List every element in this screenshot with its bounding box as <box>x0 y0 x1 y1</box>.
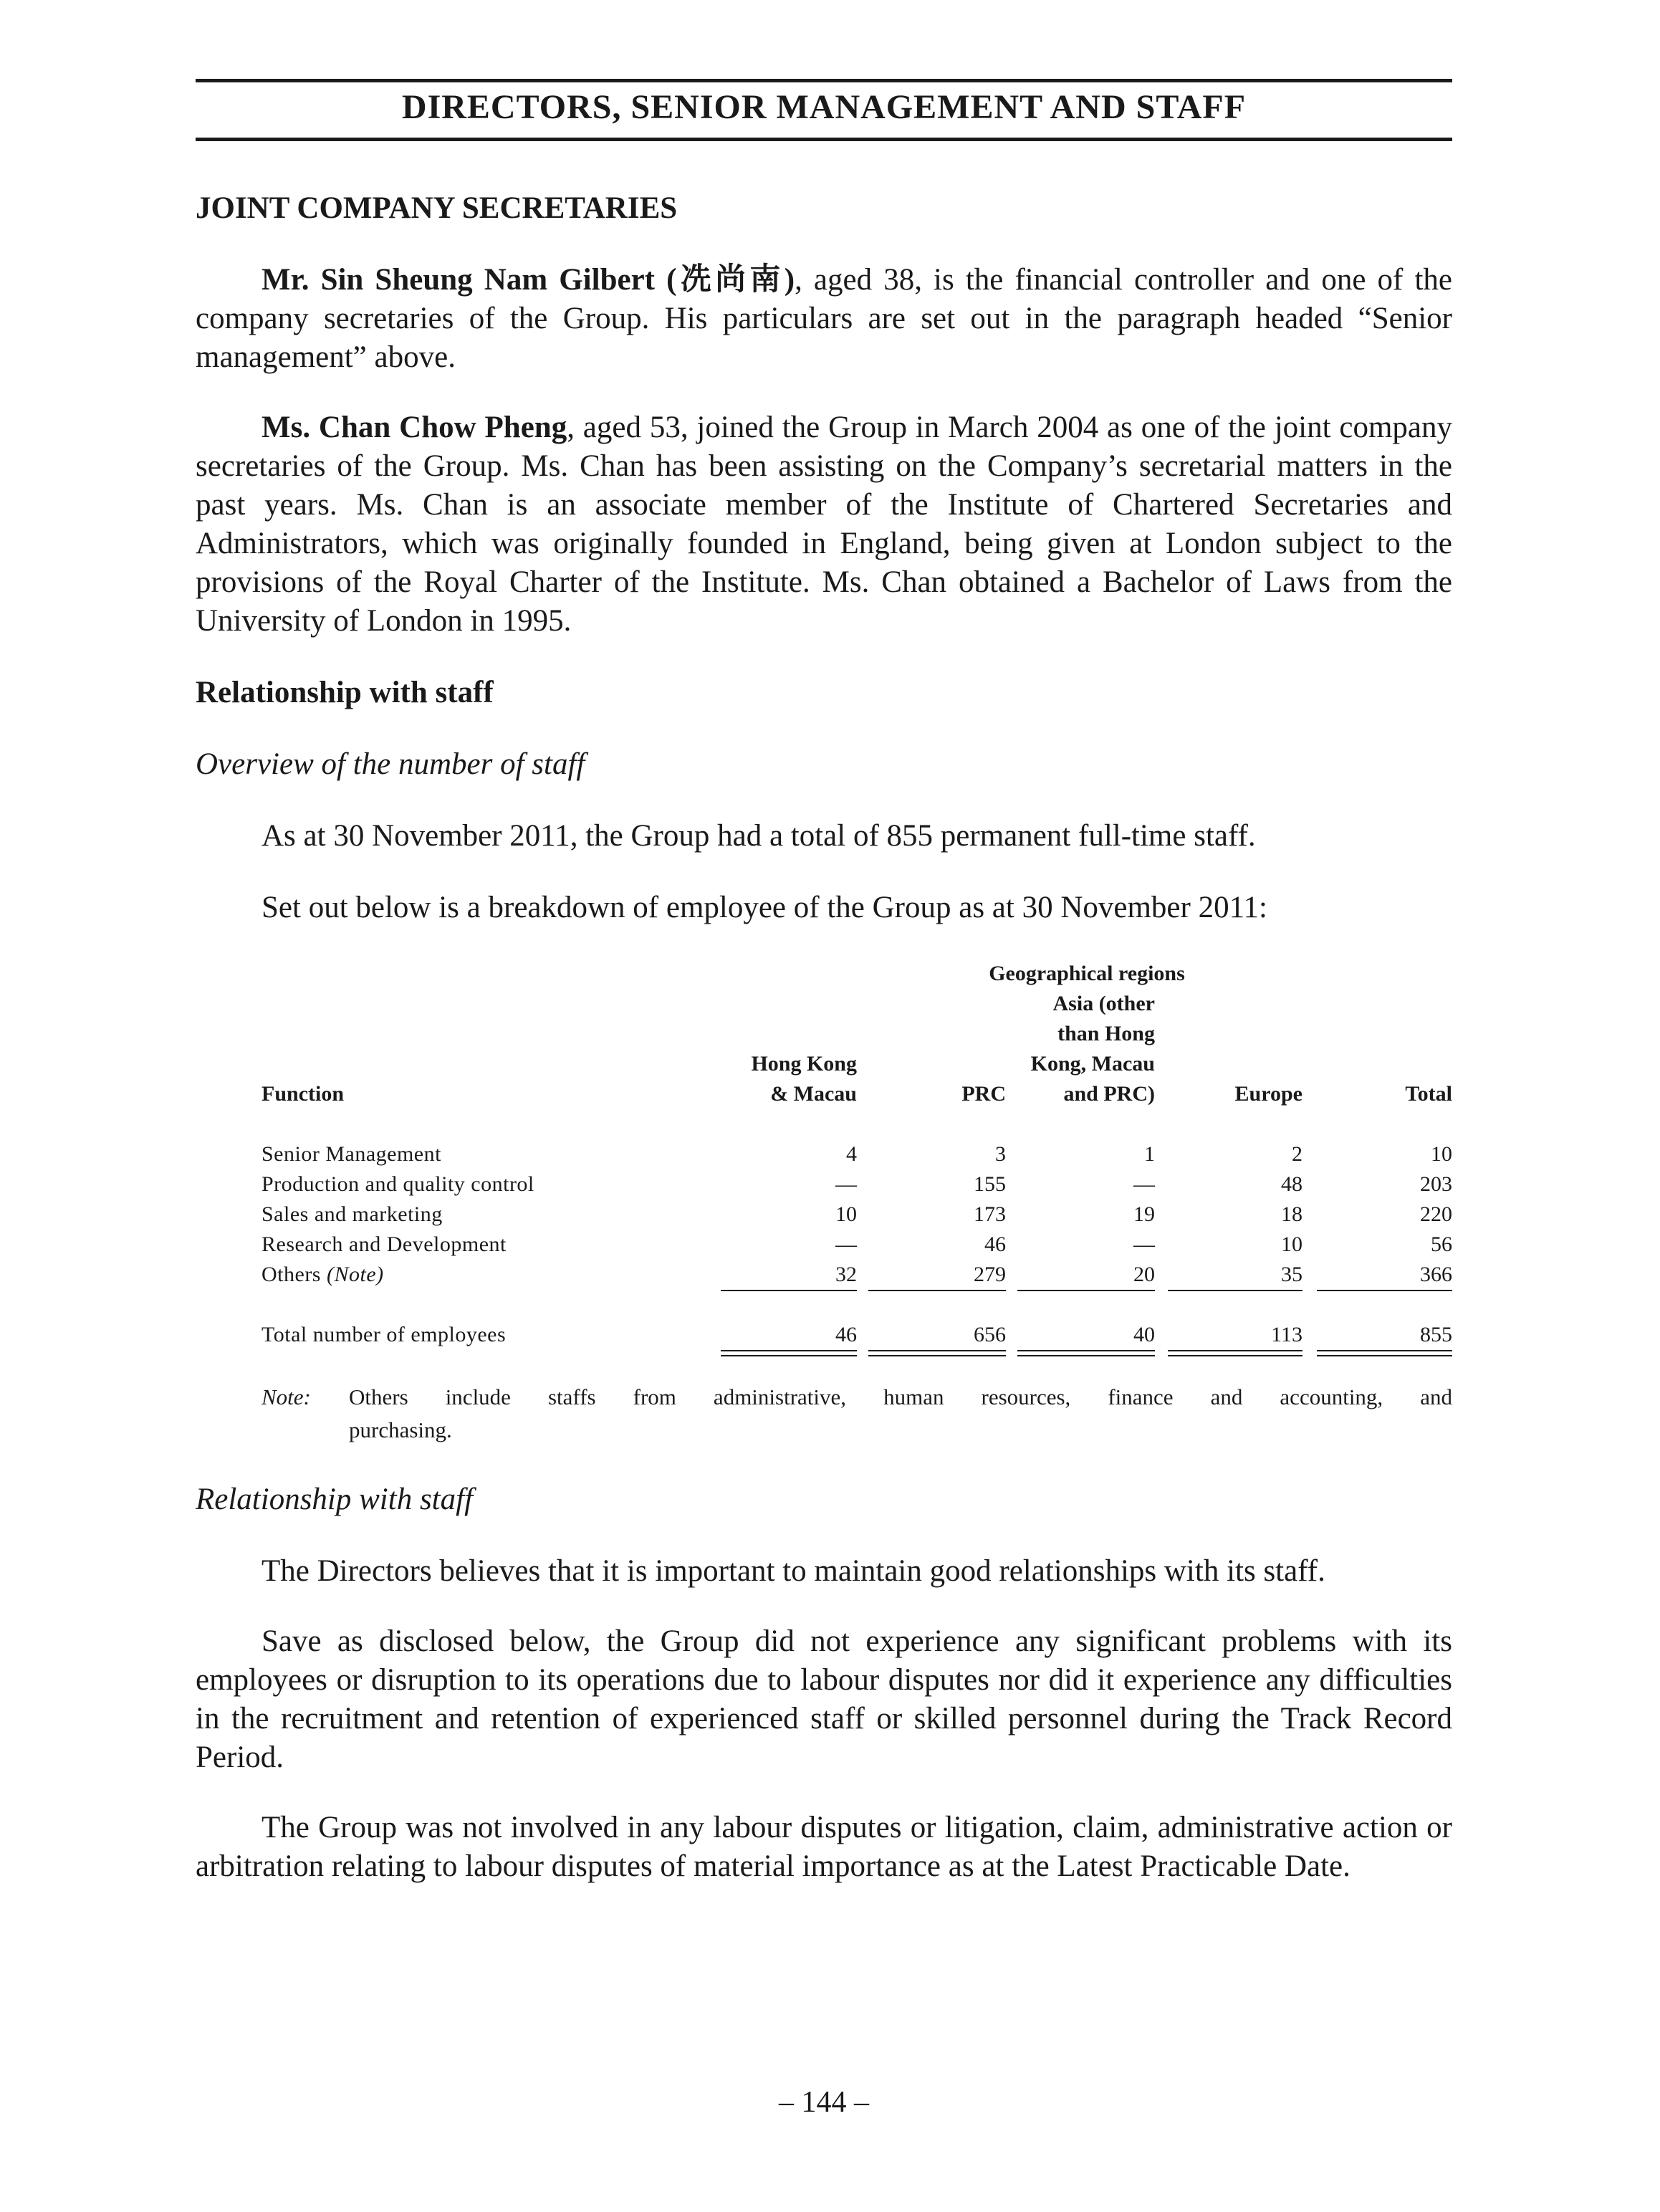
subtotal-rule <box>1017 1290 1155 1291</box>
header-asia-line3: Kong, Macau <box>1030 1052 1155 1076</box>
cell-asia: 19 <box>1133 1202 1155 1226</box>
subtotal-rule <box>1317 1290 1452 1291</box>
cell-europe: 18 <box>1281 1202 1302 1226</box>
cell-europe: 10 <box>1281 1232 1302 1256</box>
person-name-sin: Mr. Sin Sheung Nam Gilbert (冼尚南) <box>262 263 795 297</box>
note-text-line2: purchasing. <box>349 1417 452 1442</box>
cell-total: 203 <box>1420 1172 1452 1196</box>
row-function: Sales and marketing <box>262 1202 443 1226</box>
total-double-rule-bottom <box>1017 1355 1155 1356</box>
page-header-title: DIRECTORS, SENIOR MANAGEMENT AND STAFF <box>401 88 1247 126</box>
paragraph-chan-chow-pheng <box>196 408 1452 641</box>
header-asia-line4: and PRC) <box>1063 1082 1155 1106</box>
row-function: Senior Management <box>262 1142 441 1166</box>
section-heading-joint-secretaries: JOINT COMPANY SECRETARIES <box>196 191 678 225</box>
total-double-rule-top <box>1168 1350 1302 1351</box>
total-double-rule-top <box>721 1350 857 1351</box>
subtotal-rule <box>721 1290 857 1291</box>
cell-prc: 656 <box>974 1323 1006 1346</box>
header-top-rule <box>196 79 1452 82</box>
header-asia-line1: Asia (other <box>1052 992 1155 1015</box>
total-double-rule-top <box>1317 1350 1452 1351</box>
total-double-rule-bottom <box>721 1355 857 1356</box>
row-function-label: Others <box>262 1263 321 1286</box>
header-function: Function <box>262 1082 345 1106</box>
cell-europe: 2 <box>1292 1142 1302 1166</box>
header-europe: Europe <box>1234 1082 1302 1106</box>
paragraph-text: , aged 38, is the financial controller and one of the company secretaries of the Group. His particulars are set out in the paragraph headed “Senior management” above. <box>196 263 1452 374</box>
header-hk-line1: Hong Kong <box>751 1052 857 1076</box>
header-asia-line2: than Hong <box>1057 1022 1155 1045</box>
cell-prc: 173 <box>974 1202 1006 1226</box>
header-prc: PRC <box>961 1082 1006 1106</box>
overview-breakdown-text: Set out below is a breakdown of employee of the Group as at 30 November 2011: <box>262 891 1267 924</box>
cell-hk: — <box>835 1232 857 1256</box>
table-group-header: Geographical regions <box>989 962 1185 985</box>
section-heading-relationship-staff: Relationship with staff <box>196 676 494 709</box>
header-bottom-rule <box>196 138 1452 141</box>
cell-prc: 155 <box>974 1172 1006 1196</box>
row-function <box>262 1263 384 1287</box>
subheading-overview: Overview of the number of staff <box>196 747 585 781</box>
total-double-rule-bottom <box>868 1355 1006 1356</box>
cell-prc: 279 <box>974 1263 1006 1286</box>
subheading-relationship: Relationship with staff <box>196 1483 474 1516</box>
paragraph-text: Save as disclosed below, the Group did not experience any significant problems with its employees or disruption to its operations due to labour disputes nor did it experience any difficulties in the recruitment and retention of experienced staff or skilled personnel during the Track Record Period. <box>196 1624 1452 1774</box>
cell-hk: 10 <box>835 1202 857 1226</box>
relationship-paragraph-3 <box>196 1809 1452 1886</box>
header-total: Total <box>1405 1082 1452 1106</box>
total-double-rule-top <box>1017 1350 1155 1351</box>
cell-total: 56 <box>1431 1232 1452 1256</box>
paragraph-sin-sheung-nam <box>196 261 1452 377</box>
paragraph-text: , aged 53, joined the Group in March 2004 as one of the joint company secretaries of the Group. Ms. Chan has been assisting on the Company’s secretarial matters in the past years. Ms. Chan is an associate member of the Institute of Chartered Secretaries and Administrators, which was originally founded in England, being given at London subject to the provisions of the Royal Charter of the Institute. Ms. Chan obtained a Bachelor of Laws from the University of London in 1995. <box>196 411 1452 638</box>
total-row-label: Total number of employees <box>262 1323 507 1346</box>
cell-europe: 35 <box>1281 1263 1302 1286</box>
cell-total: 366 <box>1420 1263 1452 1286</box>
cell-hk: 32 <box>835 1263 857 1286</box>
row-function: Research and Development <box>262 1232 507 1256</box>
total-double-rule-bottom <box>1317 1355 1452 1356</box>
cell-total: 855 <box>1420 1323 1452 1346</box>
cell-asia: 40 <box>1133 1323 1155 1346</box>
total-double-rule-top <box>868 1350 1006 1351</box>
cell-total: 220 <box>1420 1202 1452 1226</box>
row-function: Production and quality control <box>262 1172 534 1196</box>
cell-europe: 113 <box>1271 1323 1302 1346</box>
page-number: – 144 – <box>779 2086 869 2119</box>
subtotal-rule <box>868 1290 1006 1291</box>
cell-prc: 46 <box>984 1232 1006 1256</box>
cell-asia: — <box>1133 1172 1155 1196</box>
note-text-line1: Others include staffs from administrative, human resources, finance and accounting, and <box>349 1384 1452 1409</box>
cell-asia: 1 <box>1144 1142 1155 1166</box>
cell-total: 10 <box>1431 1142 1452 1166</box>
cell-prc: 3 <box>995 1142 1006 1166</box>
cell-asia: — <box>1133 1232 1155 1256</box>
cell-asia: 20 <box>1133 1263 1155 1286</box>
overview-total-staff-text: As at 30 November 2011, the Group had a total of 855 permanent full-time staff. <box>262 819 1256 853</box>
cell-europe: 48 <box>1281 1172 1302 1196</box>
note-label: Note: <box>262 1384 311 1409</box>
relationship-paragraph-2 <box>196 1622 1452 1777</box>
header-hk-line2: & Macau <box>770 1082 857 1106</box>
total-double-rule-bottom <box>1168 1355 1302 1356</box>
paragraph-text: The Group was not involved in any labour disputes or litigation, claim, administrative action or arbitration relating to labour disputes of material importance as at the Latest Practicable Date. <box>196 1811 1452 1883</box>
person-name-chan: Ms. Chan Chow Pheng <box>262 411 567 444</box>
row-function-note: (Note) <box>326 1263 384 1286</box>
relationship-line1: The Directors believes that it is important to maintain good relationships with its staff. <box>262 1554 1325 1588</box>
cell-hk: — <box>835 1172 857 1196</box>
cell-hk: 46 <box>835 1323 857 1346</box>
subtotal-rule <box>1168 1290 1302 1291</box>
cell-hk: 4 <box>846 1142 857 1166</box>
